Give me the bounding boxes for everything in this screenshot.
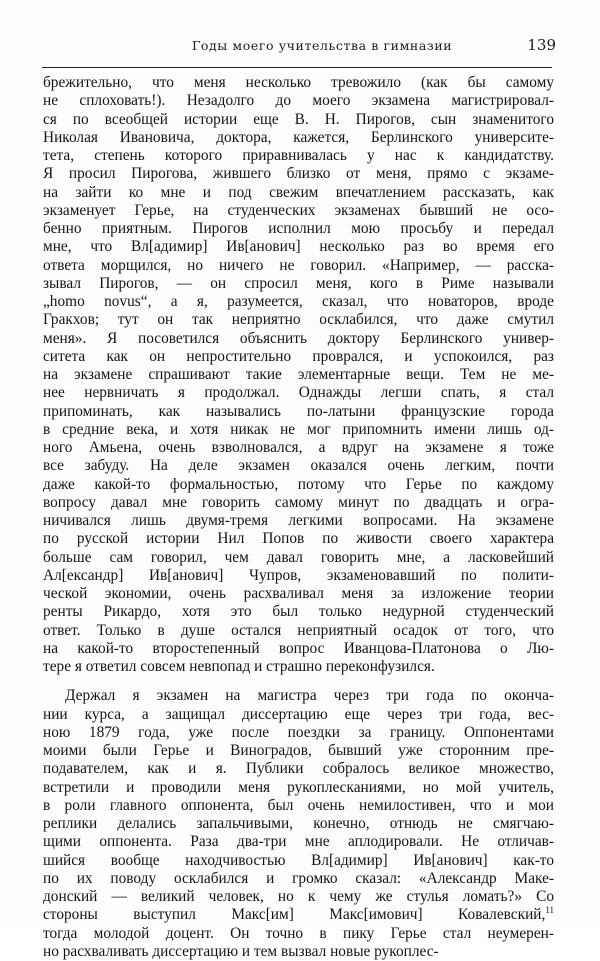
text-line: тере я ответил совсем невпопад и страшно переконфузился. — [43, 658, 435, 675]
text-line: ного Амьена, очень взволновался, а вдруг на экзамене я тоже — [43, 439, 554, 456]
running-title: Годы моего учительства в гимназии — [192, 38, 453, 53]
text-line: Гракхов; тут он так неприятно осклабился, что даже смутил — [43, 311, 554, 329]
paragraph-gap — [43, 676, 554, 687]
page-header — [42, 38, 562, 60]
text-line: ответ. Только в душе остался неприятный осадок от того, что — [43, 621, 554, 639]
text-line: бенно приятным. Пирогов исполнил мою просьбу и передал — [43, 220, 554, 237]
text-line: зывал Пирогов, — он спросил меня, кого в Риме называли — [43, 274, 554, 292]
text-line: ответа морщился, но ничего не говорил. «Например, — расска- — [43, 256, 554, 274]
text-line: донский — великий человек, но к чему же стулья ломать?» Со — [43, 888, 554, 905]
text-line: встретили и проводили меня рукоплесканиями, но мой учитель, — [43, 778, 554, 796]
text-line: в средние века, и хотя никак не мог припомнить имени лишь од- — [43, 420, 554, 438]
text-line: шийся вообще находчивостью Вл[адимир] Ив[анович] как-то — [43, 851, 554, 869]
text-line: Держал я экзамен на магистра через три года по оконча- — [65, 687, 554, 705]
text-line: ничивался лишь двумя-тремя легкими вопросами. На экзамене — [43, 512, 554, 529]
text-line: ческой экономии, очень расхваливал меня за изложение теории — [43, 585, 554, 602]
text-line: нии курса, а защищал диссертацию еще через три года, вес- — [43, 705, 554, 723]
text-line: Николая Ивановича, доктора, кажется, Берлинского университе- — [43, 128, 554, 146]
paragraph — [43, 74, 554, 676]
text-line: тогда молодой доцент. Он точно в пику Герье стал неумерен- — [43, 924, 554, 942]
text-line: подавателем, как и я. Публики собралось великое множество, — [43, 760, 554, 778]
text-line: на какой-то второстепенный вопрос Иванцова-Платонова о Лю- — [43, 639, 554, 657]
body-text — [43, 74, 554, 961]
text-line: моими были Герье и Виноградов, бывший уже сторонним пре- — [43, 742, 554, 759]
text-line: стороны выступил Макс[им] Макс[имович] Ковалевский,$^{11}$ — [43, 906, 554, 924]
text-line: ною 1879 года, уже после поездки за границу. Оппонентами — [43, 723, 554, 741]
text-line: ренты Рикардо, хотя это был только недурной студенческий — [43, 603, 554, 621]
text-line: реплики делались запальчивыми, конечно, отнюдь не смягчаю- — [43, 815, 554, 832]
text-line: в роли главного оппонента, был очень немилостивен, что и мои — [43, 796, 554, 814]
text-line: Ал[ександр] Ив[анович] Чупров, экзаменовавший по полити- — [43, 566, 554, 584]
text-line: на зайти ко мне и под свежим впечатлением рассказать, как — [43, 183, 554, 201]
text-line: тета, степень которого приравнивалась у нас к кандидатству. — [43, 147, 554, 164]
text-line: не сплоховать!). Незадолго до моего экзамена магистрировал- — [43, 92, 554, 110]
text-line: по их поводу осклабился и громко сказал: «Александр Маке- — [43, 869, 554, 887]
page-number: 139 — [527, 36, 556, 54]
text-line: по русской истории Нил Попов по живости своего характера — [43, 530, 554, 548]
text-line: но расхваливать диссертацию и тем вызвал новые рукоплес- — [43, 942, 439, 960]
text-line: ситета как он непростительно проврался, и успокоился, раз — [43, 347, 554, 365]
text-line: больше сам говорил, чем давал говорить мне, а ласковейший — [43, 548, 554, 566]
text-line: мне, что Вл[адимир] Ив[анович] несколько раз во время его — [43, 238, 554, 256]
text-line: щими оппонента. Раза два-три мне аплодировали. Не отличав- — [43, 833, 554, 851]
footnote-marker[interactable]: 11 — [545, 906, 554, 916]
paragraph — [43, 687, 554, 961]
text-line: экзаменует Герье, на студенческих экзаменах бывший не осо- — [43, 201, 554, 219]
text-line: меня». Я посоветился объяснить доктору Берлинского универ- — [43, 329, 554, 347]
text-line: „homo novus“, а я, разумеется, сказал, что новаторов, вроде — [43, 293, 554, 310]
text-line: брежительно, что меня несколько тревожило (как бы самому — [43, 74, 554, 91]
text-line: вопросу давал мне говорить самому минут по двадцать и огра- — [43, 493, 554, 511]
text-line: на экзамене спрашивают такие элементарные вещи. Тем не ме- — [43, 366, 554, 383]
text-line: все забуду. На деле экзамен оказался очень легким, почти — [43, 457, 554, 475]
text-line: Я просил Пирогова, жившего близко от меня, прямо с экзаме- — [43, 165, 554, 183]
header-rule — [42, 67, 552, 68]
text-line: припоминать, как назывались по-латыни французские города — [43, 402, 554, 420]
text-line: нее нервничать я продолжал. Однажды легши спать, я стал — [43, 384, 554, 402]
text-line: ся по всеобщей истории еще В. Н. Пирогов, сын знаменитого — [43, 110, 554, 128]
text-line: даже какой-то формальностью, потому что Герье по каждому — [43, 475, 554, 493]
